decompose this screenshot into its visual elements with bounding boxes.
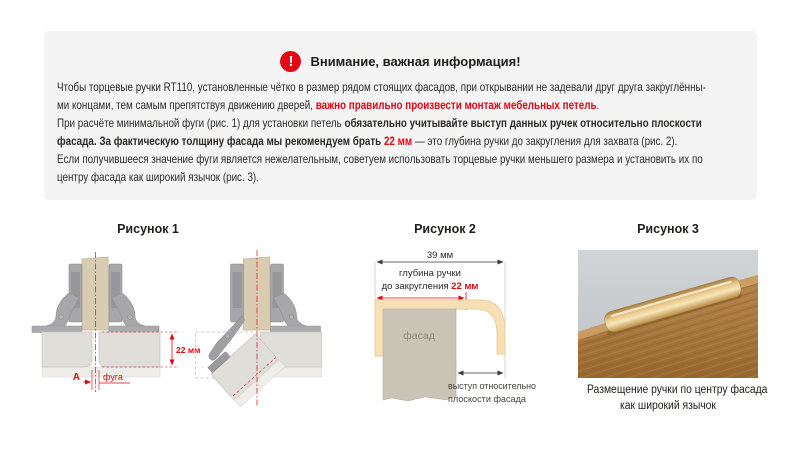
right-hinge	[109, 264, 159, 333]
a-label: А	[72, 372, 80, 383]
figure3-caption	[587, 382, 768, 414]
notice-title: Внимание, важная информация!	[310, 54, 521, 69]
closed-doors-diagram	[32, 252, 200, 392]
figure3-caption-line2: как широкий язычок	[620, 400, 716, 412]
text-line: фасада. За фактическую толщину фасада мы рекомендуем брать 22 мм — это глубина ручки до закругления для захвата (рис. 2).	[57, 134, 678, 148]
depth-label: 22 мм	[176, 345, 201, 355]
door-bottom-edge	[42, 367, 160, 377]
warning-exclamation-icon: !	[280, 51, 301, 72]
protrusion-dimension	[448, 360, 536, 405]
right-door-panel	[99, 332, 160, 367]
fuga-label: фуга	[103, 372, 123, 382]
right-hinge	[271, 264, 321, 333]
text-line: Чтобы торцевые ручки RT110, установленные чётко в размер рядом стоящих фасадов, при открывании не задевали друг друга закруглённы-	[57, 80, 706, 94]
figure1-hinge-diagram	[30, 246, 342, 446]
figure2-handle-profile-diagram	[368, 248, 544, 432]
opened-door-diagram	[196, 250, 322, 407]
facade-label: фасад	[403, 330, 435, 342]
notice-box	[44, 31, 757, 200]
facade-panel	[383, 309, 456, 401]
figure3-title: Рисунок 3	[637, 222, 699, 236]
left-hinge	[32, 264, 82, 333]
protrusion-label-line1: выступ относительно	[448, 381, 536, 392]
left-hinge-opened	[209, 264, 245, 360]
text-line: При расчёте минимальной фуги (рис. 1) для установки петель обязательно учитывайте выступ данных ручек относительно плоскости	[57, 116, 702, 130]
figure1-title: Рисунок 1	[117, 222, 179, 236]
left-door-panel	[42, 332, 92, 367]
overall-width-dimension	[377, 250, 503, 262]
text-line: центру фасада как широкий язычок (рис. 3).	[57, 170, 259, 184]
figure3-handle-photo	[578, 250, 758, 378]
notice-paragraph	[57, 78, 746, 186]
text-line: Если получившееся значение фуги является нежелательным, советуем использовать торцевые ручки меньшего размера и установить их по	[57, 152, 703, 166]
figure2-title: Рисунок 2	[414, 222, 476, 236]
width-label: 39 мм	[426, 250, 454, 261]
protrusion-label-line2: плоскости фасада	[448, 394, 527, 405]
depth-caption-line1: глубина ручки	[399, 268, 461, 279]
depth-caption-line2: до закругления 22 мм	[381, 281, 479, 292]
figure3-caption-line1: Размещение ручки по центру фасада	[587, 384, 768, 396]
notice-header	[44, 51, 757, 72]
text-line: ми концами, тем самым препятствуя движению дверей, важно правильно произвести монтаж мебельных петель.	[57, 98, 600, 112]
